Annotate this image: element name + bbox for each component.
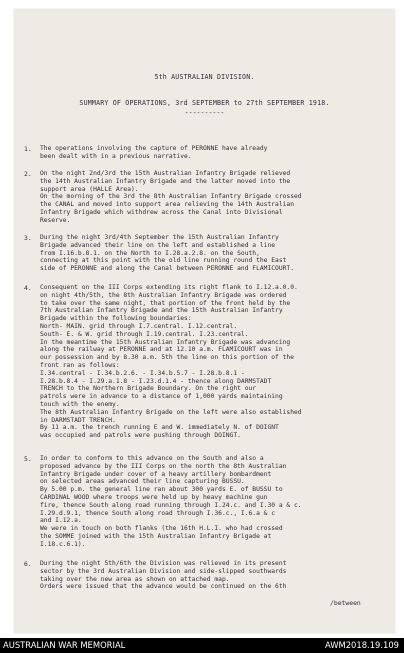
title-rule: ----------	[184, 109, 225, 117]
text-line: Orders were issued that the advance would be continued on the 6th	[40, 583, 287, 591]
text-line: CARDINAL WOOD where troops were held up by heavy machine gun	[40, 493, 268, 501]
text-line: touch with the enemy.	[40, 400, 120, 408]
text-line: North- MAIN. grid through I.7.central. I.12.central.	[40, 322, 238, 330]
text-line: I.29.d.9.1, thence South along road through I.36.c., I.6.a & c	[40, 509, 276, 517]
text-line: in DARMSTADT TRENCH.	[40, 416, 116, 424]
text-line: Brigade advanced their line on the left and established a line	[40, 241, 276, 249]
text-line: I.18.c.6.1).	[40, 540, 86, 548]
text-line: on night 4th/5th, the 8th Australian Infantry Brigade was ordered	[40, 291, 287, 299]
paragraph-5	[24, 455, 386, 549]
text-line: South- E. & W. grid through I.19.central. I.23.central.	[40, 330, 249, 338]
document-page	[14, 9, 395, 633]
text-line: proposed advance by the III Corps on the north the 8th Australian	[40, 462, 287, 470]
text-line: The 8th Australian Infantry Brigade on the left were also established	[40, 408, 302, 416]
text-line: the SOMME joined with the 15th Australian Infantry Brigade at	[40, 532, 272, 540]
text-line: I.28.b.8.4 - I.29.a.1.8 - I.23.d.1.4 - thence along DARMSTADT	[40, 377, 272, 385]
text-line: On the morning of the 3rd the 8th Australian Infantry Brigade crossed	[40, 193, 302, 201]
text-line: The operations involving the capture of PERONNE have already	[40, 145, 268, 152]
text-line: been dealt with in a previous narrative.	[40, 152, 192, 160]
text-line: 7th Australian Infantry Brigade and the 15th Australian Infantry	[40, 307, 283, 315]
division-title: 5th AUSTRALIAN DIVISION.	[154, 73, 255, 81]
text-line: sector by the 3rd Australian Division and side-slipped southwards	[40, 567, 287, 575]
text-line: to take over the same night, that portion of the front held by the	[40, 299, 291, 307]
text-line: and I.12.a.	[40, 517, 82, 525]
text-line: Reserve.	[40, 216, 71, 224]
footer-accession-number: AWM2018.19.109	[324, 640, 399, 650]
paragraph-number: 5.	[24, 455, 32, 463]
text-line: the 14th Australian Infantry Brigade and the latter moved into the	[40, 177, 291, 185]
text-line: Consequent on the III Corps extending its right flank to I.12.a.0.0.	[40, 284, 298, 291]
text-line: On the night 2nd/3rd the 15th Australian Infantry Brigade relieved	[40, 170, 291, 177]
text-line: front ran as follows:	[40, 361, 120, 369]
paragraph-2	[24, 170, 386, 225]
paragraph-4	[24, 284, 386, 440]
text-line: along the railway at PERONNE and at 12.10 a.m. FLAMICOURT was in	[40, 346, 283, 354]
text-line: By 5.00 p.m. the general line ran about 300 yards E. of BUSSU to	[40, 486, 283, 494]
text-line: By 11 a.m. the trench running E and W. immediately N. of DOIGNT	[40, 424, 279, 432]
text-line: Brigade within the following boundaries:	[40, 315, 192, 323]
text-line: on selected areas advanced their line capturing BUSSU.	[40, 478, 245, 486]
text-line: our possession and by 8.30 a.m. 5th the line on this portion of the	[40, 354, 295, 362]
text-line: fire, thence South along road running through I.24.c. and I.30 a & c.	[40, 501, 302, 509]
text-line: In order to conform to this advance on the South and also a	[40, 455, 264, 462]
text-line: the CANAL and moved into support area relieving the 14th Australian	[40, 201, 295, 209]
text-line: was occupied and patrols were pushing through DOINGT.	[40, 432, 241, 440]
text-line: Infantry Brigade which withdrew across the Canal into Divisional	[40, 208, 283, 216]
footer-bar	[0, 638, 404, 653]
text-line: patrols were in advance to a distance of 1,000 yards maintaining	[40, 393, 283, 401]
paragraph-1	[24, 145, 386, 161]
text-line: I.34.central - I.34.b.2.6. - I.34.b.5.7 - I.28.b.8.1 -	[40, 369, 245, 377]
text-line: support area (HALLE Area).	[40, 185, 139, 193]
text-line: During the night 3rd/4th September the 15th Australian Infantry	[40, 234, 279, 241]
text-line: connecting at this point with the old line running round the East	[40, 257, 287, 265]
text-line: side of PERONNE and along the Canal between PERONNE and FLAMICOURT.	[40, 265, 295, 273]
paragraph-number: 3.	[24, 234, 32, 242]
paragraph-number: 2.	[24, 170, 32, 178]
paragraph-number: 1.	[24, 145, 32, 153]
paragraph-number: 6.	[24, 560, 32, 568]
text-line: from I.16.b.8.1. on the North to I.28.a.2.8. on the South,	[40, 249, 260, 257]
paragraph-6	[24, 560, 386, 591]
text-line: TRENCH to the Northern Brigade Boundary. On the right our	[40, 385, 257, 393]
paragraph-number: 4.	[24, 284, 32, 292]
text-line: During the night 5th/6th the Division was relieved in its present	[40, 560, 287, 567]
paragraph-3	[24, 234, 386, 273]
text-line: Infantry Brigade under cover of a heavy artillery bombardment	[40, 470, 272, 478]
text-line: We were in touch on both flanks (the 16th H.L.I. who had crossed	[40, 525, 283, 533]
text-line: In the meantime the 15th Australian Infantry Brigade was advancing	[40, 338, 291, 346]
summary-title: SUMMARY OF OPERATIONS, 3rd SEPTEMBER to 27th SEPTEMBER 1918.	[79, 99, 330, 107]
continuation-mark: /between	[330, 599, 361, 607]
text-line: taking over the new area as shown on attached map.	[40, 575, 230, 583]
footer-institution: AUSTRALIAN WAR MEMORIAL	[3, 640, 126, 650]
